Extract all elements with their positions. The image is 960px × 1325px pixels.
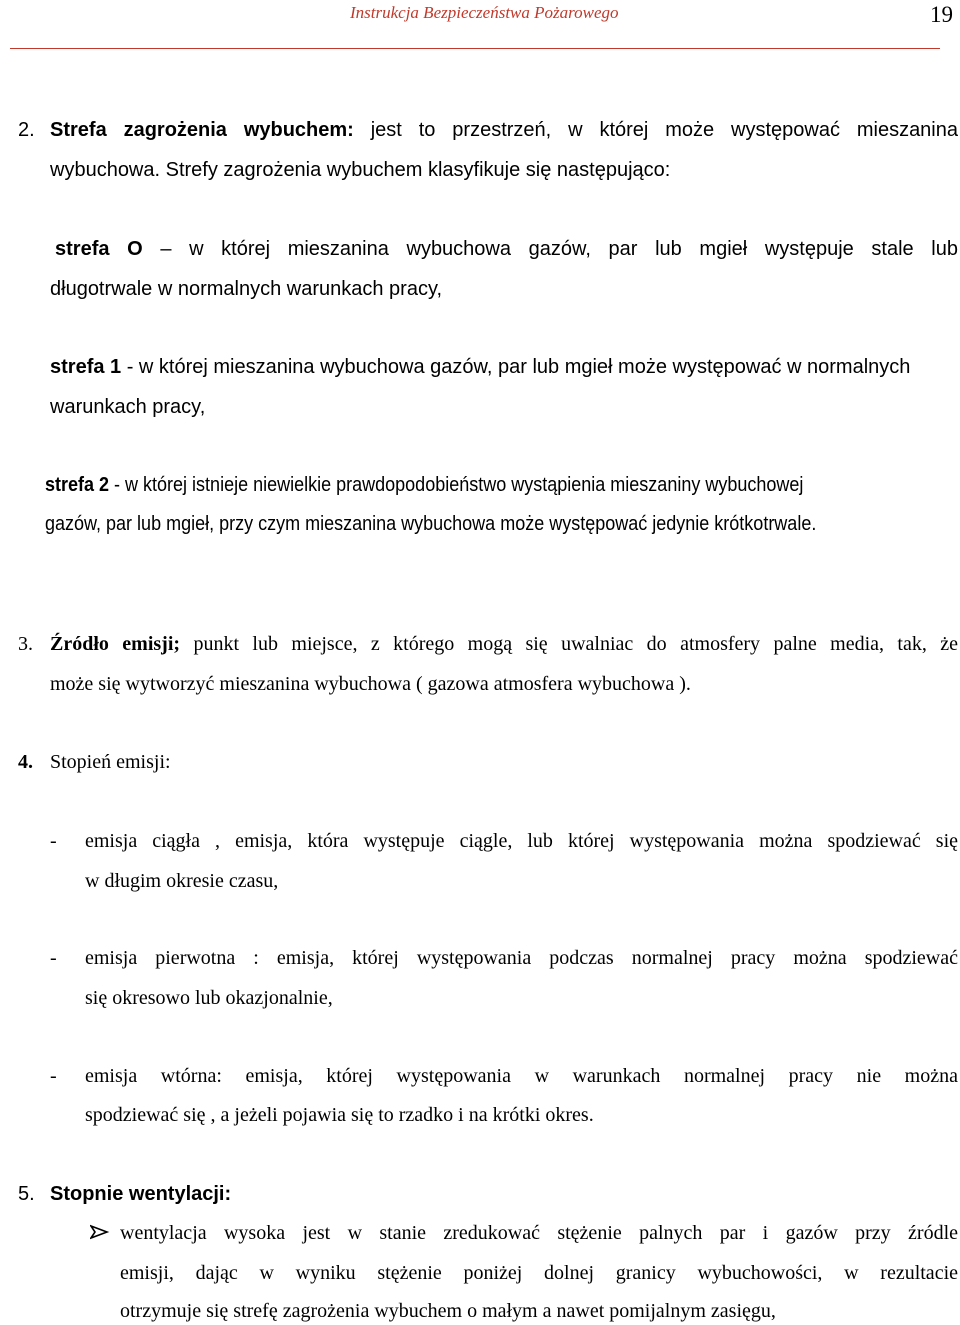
- section-3-term: Źródło emisji;: [50, 633, 181, 655]
- zone-2-line-2: gazów, par lub mgieł, przy czym mieszanina wybuchowa może występować jedynie krótkotrwale.: [45, 513, 817, 535]
- zone-1-line-1: [50, 355, 910, 379]
- emission-item-2-line-1: emisja pierwotna : emisja, której występowania podczas normalnej pracy można spodziewać: [85, 947, 958, 969]
- ventilation-item-line-1: wentylacja wysoka jest w stanie zredukować stężenie palnych par i gazów przy źródle: [120, 1222, 958, 1244]
- header-title: Instrukcja Bezpieczeństwa Pożarowego: [350, 3, 619, 22]
- zone-0-line-2: długotrwale w normalnych warunkach pracy,: [50, 278, 443, 300]
- zone-2-line-1-text: - w której istnieje niewielkie prawdopodobieństwo wystąpienia mieszaniny wybuchowej: [109, 474, 804, 496]
- ventilation-item-line-2: emisji, dając w wyniku stężenie poniżej dolnej granicy wybuchowości, w rezultacie: [120, 1262, 958, 1284]
- section-5-heading: [50, 1182, 231, 1206]
- section-2-term: Strefa zagrożenia wybuchem:: [50, 119, 354, 141]
- ventilation-item-line-3: otrzymuje się strefę zagrożenia wybuchem o małym a nawet pomijalnym zasięgu,: [120, 1300, 776, 1322]
- section-3-line-1-text: punkt lub miejsce, z którego mogą się uwalniac do atmosfery palne media, tak, że: [193, 633, 959, 655]
- zone-1-line-2: warunkach pracy,: [50, 396, 206, 418]
- section-2-line-2: wybuchowa. Strefy zagrożenia wybuchem klasyfikuje się następująco:: [50, 159, 671, 181]
- section-3-line-2: może się wytworzyć mieszanina wybuchowa ( gazowa atmosfera wybuchowa ).: [50, 673, 691, 695]
- emission-item-3-dash: -: [50, 1065, 57, 1087]
- emission-item-1-dash: -: [50, 830, 57, 852]
- section-2-number: 2.: [18, 119, 35, 141]
- header-divider: [10, 48, 940, 49]
- zone-1-line-1-text: - w której mieszanina wybuchowa gazów, par lub mgieł może występować w normalnych: [121, 356, 911, 378]
- emission-item-1-line-2: w długim okresie czasu,: [85, 870, 279, 892]
- emission-item-2-dash: -: [50, 947, 57, 969]
- section-4-number-text: 4.: [18, 751, 33, 773]
- zone-2-line-1: [45, 473, 803, 497]
- zone-1-term: strefa 1: [50, 356, 122, 378]
- zone-0-term: strefa O: [55, 238, 143, 260]
- section-2-line-1-text: jest to przestrzeń, w której może występować mieszanina: [370, 119, 958, 141]
- emission-item-2-line-2: się okresowo lub okazjonalnie,: [85, 987, 333, 1009]
- section-4-number: [18, 750, 33, 774]
- page-number: 19: [930, 2, 953, 27]
- emission-item-3-line-2: spodziewać się , a jeżeli pojawia się to rzadko i na krótki okres.: [85, 1104, 594, 1126]
- section-5-number: 5.: [18, 1183, 35, 1205]
- section-3-number: 3.: [18, 633, 33, 655]
- zone-0-line-1: [55, 237, 958, 261]
- section-3-line-1: [50, 632, 958, 656]
- arrow-bullet-icon: [90, 1223, 110, 1241]
- section-4-heading: Stopień emisji:: [50, 751, 171, 773]
- emission-item-1-line-1: emisja ciągła , emisja, która występuje ciągle, lub której występowania można spodziewać się: [85, 830, 958, 852]
- emission-item-3-line-1: emisja wtórna: emisja, której występowania w warunkach normalnej pracy nie można: [85, 1065, 958, 1087]
- section-2-line-1: [50, 118, 958, 142]
- zone-2-term: strefa 2: [45, 474, 110, 496]
- section-5-heading-text: Stopnie wentylacji:: [50, 1183, 232, 1205]
- zone-0-line-1-text: – w której mieszanina wybuchowa gazów, par lub mgieł występuje stale lub: [160, 238, 958, 260]
